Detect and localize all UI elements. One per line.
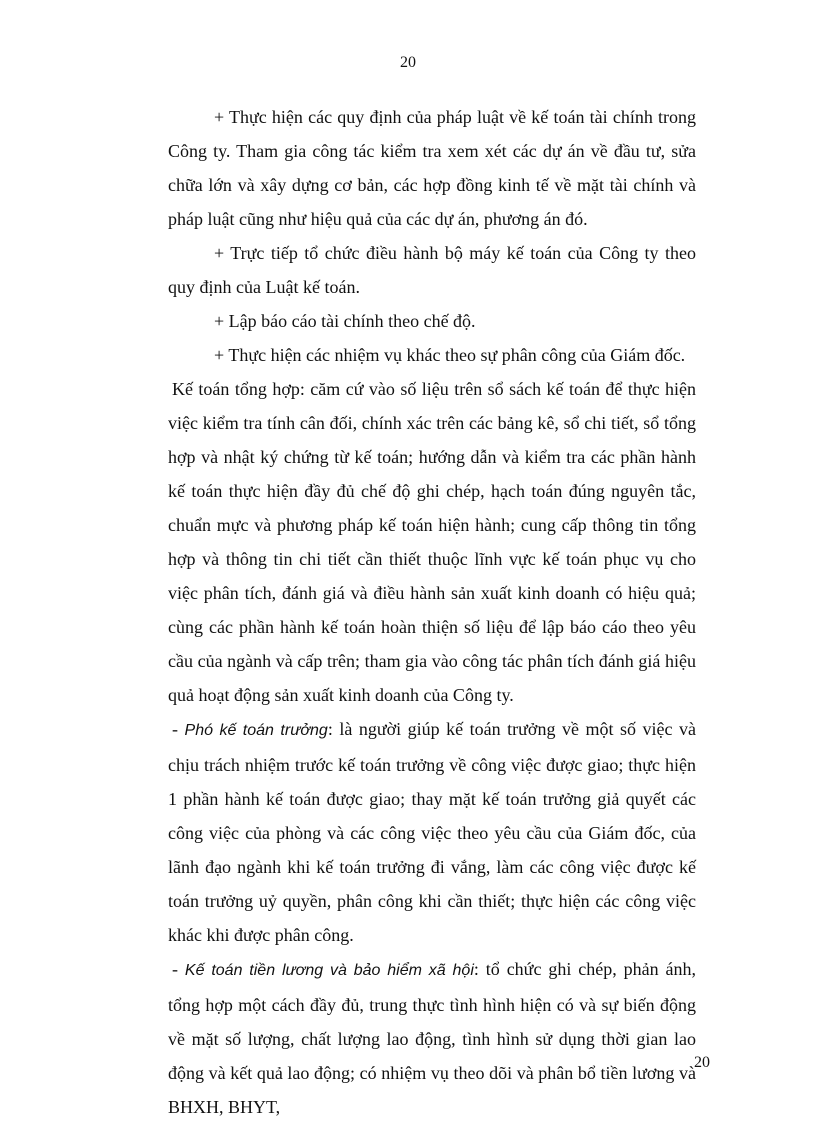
paragraph-term: Phó kế toán trưởng [184,722,328,739]
paragraph-item: + Trực tiếp tổ chức điều hành bộ máy kế toán của Công ty theo quy định của Luật kế toán. [168,243,696,297]
paragraph-text: : tổ chức ghi chép, phản ánh, tổng hợp một cách đầy đủ, trung thực tình hình hiện có và sự biến động về mặt số lượng, chất lượng lao động, tình hình sử dụng thời gian lao động và kết quả lao động; có nhiệm vụ theo dõi và phân bổ tiền lương và BHXH, BHYT, [168,959,696,1117]
document-body [168,100,696,1124]
paragraph-deputy-chief-accountant [168,712,696,952]
paragraph-item: + Lập báo cáo tài chính theo chế độ. [214,311,476,331]
paragraph-text: : là người giúp kế toán trưởng về một số việc và chịu trách nhiệm trước kế toán trưởng về công việc được giao; thực hiện 1 phần hành kế toán được giao; thay mặt kế toán trưởng giả quyết các công việc của phòng và các công việc theo yêu cầu của Giám đốc, của lãnh đạo ngành khi kế toán trưởng đi vắng, làm các công việc được kế toán trưởng uỷ quyền, phân công khi cần thiết; thực hiện các công việc khác khi được phân công. [168,719,697,945]
paragraph-text: Kế toán tổng hợp: căm cứ vào số liệu trên sổ sách kế toán để thực hiện việc kiểm tra tính cân đối, chính xác trên các bảng kê, sổ chi tiết, sổ tổng hợp và nhật ký chứng từ kế toán; hướng dẫn và kiểm tra các phần hành kế toán thực hiện đầy đủ chế độ ghi chép, hạch toán đúng nguyên tắc, chuẩn mực và phương pháp kế toán hiện hành; cung cấp thông tin tổng hợp và thông tin chi tiết cần thiết thuộc lĩnh vực kế toán phục vụ cho việc phân tích, đánh giá và điều hành sản xuất kinh doanh có hiệu quả; cùng các phần hành kế toán hoàn thiện số liệu để lập báo cáo theo yêu cầu của ngành và cấp trên; tham gia vào công tác phân tích đánh giá hiệu quả hoạt động sản xuất kinh doanh của Công ty. [168,379,696,705]
paragraph-general-accounting [168,372,696,712]
paragraph-prefix: - [172,959,185,979]
paragraph-term: Kế toán tiền lương và bảo hiểm xã hội [184,962,474,979]
page-number-top: 20 [400,54,416,71]
page-number-bottom: 20 [694,1054,710,1071]
paragraph-item: + Thực hiện các quy định của pháp luật về kế toán tài chính trong Công ty. Tham gia công tác kiểm tra xem xét các dự án về đầu tư, sửa chữa lớn và xây dựng cơ bản, các hợp đồng kinh tế về mặt tài chính và pháp luật cũng như hiệu quả của các dự án, phương án đó. [168,107,696,229]
paragraph-payroll-accounting [168,952,696,1124]
paragraph-item: + Thực hiện các nhiệm vụ khác theo sự phân công của Giám đốc. [214,345,686,365]
paragraph-prefix: - [172,719,185,739]
